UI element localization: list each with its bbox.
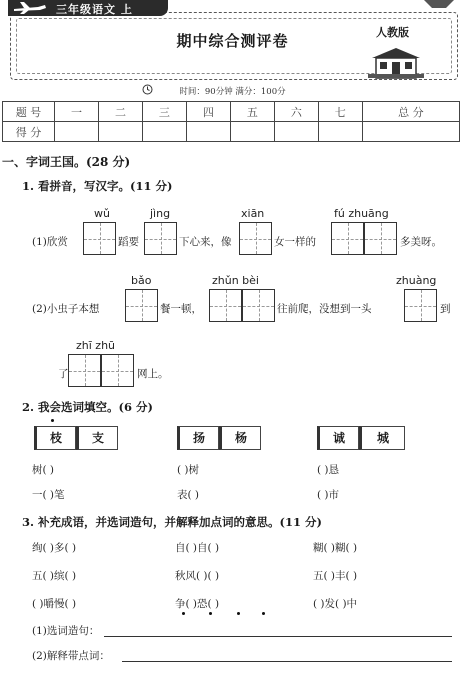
word-option[interactable]: 枝 <box>34 426 76 450</box>
fill-item[interactable]: ( )树 <box>177 464 200 476</box>
sentence-text: 蹈要 <box>118 236 139 248</box>
sentence-text: 多美呀。 <box>400 236 442 248</box>
sentence-text: 网上。 <box>137 368 169 380</box>
emphasis-dot <box>237 612 240 615</box>
fill-item[interactable]: ( )恳 <box>317 464 340 476</box>
idiom-item[interactable]: ( )发( )中 <box>313 598 358 610</box>
writing-grid[interactable] <box>242 289 275 322</box>
pinyin-label: xiān <box>241 207 265 220</box>
word-option[interactable]: 城 <box>359 426 405 450</box>
sentence-text: 下心来，像 <box>179 236 232 248</box>
writing-grid[interactable] <box>101 354 134 387</box>
writing-grid[interactable] <box>364 222 397 255</box>
airplane-icon <box>12 1 48 15</box>
idiom-item[interactable]: 争( )恐( ) <box>175 598 220 610</box>
pinyin-label: bǎo <box>131 274 152 287</box>
corner-decoration-icon <box>424 0 454 8</box>
table-header-cell: 一 <box>55 102 99 122</box>
table-row <box>3 102 460 122</box>
table-row-label: 得 分 <box>3 122 55 142</box>
emphasis-dot <box>209 612 212 615</box>
sentence-text: (2)小虫子本想 <box>32 303 100 315</box>
table-header-cell: 总 分 <box>362 102 459 122</box>
pinyin-label: jìng <box>150 207 171 220</box>
fill-item[interactable]: ( )市 <box>317 489 340 501</box>
sentence-text: 往前爬，没想到一头 <box>277 303 372 315</box>
table-header-cell: 三 <box>142 102 186 122</box>
table-header-cell: 五 <box>230 102 274 122</box>
sentence-text: 了 <box>58 368 69 380</box>
question-title: 2. 我会选词填空。(6 分) <box>22 400 153 414</box>
emphasis-dot <box>182 612 185 615</box>
writing-grid[interactable] <box>144 222 177 255</box>
score-cell[interactable] <box>142 122 186 142</box>
score-cell[interactable] <box>55 122 99 142</box>
pinyin-label: zhǔn bèi <box>212 274 259 287</box>
idiom-item[interactable]: ( )嚼慢( ) <box>32 598 77 610</box>
writing-grid[interactable] <box>331 222 364 255</box>
idiom-item[interactable]: 五( )缤( ) <box>32 570 77 582</box>
sentence-text: (1)欣赏 <box>32 236 68 248</box>
sub-question-label: (1)选词造句： <box>32 625 100 637</box>
idiom-item[interactable]: 自( )自( ) <box>175 542 220 554</box>
sentence-text: 餐一顿， <box>160 303 202 315</box>
writing-grid[interactable] <box>125 289 158 322</box>
fill-item[interactable]: 树( ) <box>32 464 55 476</box>
word-option[interactable]: 扬 <box>177 426 219 450</box>
emphasis-dot <box>262 612 265 615</box>
writing-grid[interactable] <box>404 289 437 322</box>
table-header-cell: 七 <box>318 102 362 122</box>
score-cell[interactable] <box>98 122 142 142</box>
emphasis-dot <box>51 419 54 422</box>
house-icon <box>368 44 424 80</box>
table-header-cell: 六 <box>274 102 318 122</box>
table-header-cell: 题 号 <box>3 102 55 122</box>
idiom-item[interactable]: 糊( )糊( ) <box>313 542 358 554</box>
fill-item[interactable]: 一( )笔 <box>32 489 65 501</box>
idiom-item[interactable]: 绚( )多( ) <box>32 542 77 554</box>
pinyin-label: zhī zhū <box>76 339 116 352</box>
question-title: 3. 补充成语，并选词造句，并解释加点词的意思。(11 分) <box>22 515 322 529</box>
writing-grid[interactable] <box>239 222 272 255</box>
edition-label: 人教版 <box>376 26 409 39</box>
score-cell[interactable] <box>318 122 362 142</box>
idiom-item[interactable]: 五( )丰( ) <box>313 570 358 582</box>
pinyin-label: fú zhuāng <box>334 207 389 220</box>
grade-label: 三年级语文 上 <box>56 3 133 16</box>
table-header-cell: 二 <box>98 102 142 122</box>
writing-grid[interactable] <box>68 354 101 387</box>
score-cell[interactable] <box>230 122 274 142</box>
pinyin-label: zhuàng <box>396 274 437 287</box>
score-cell[interactable] <box>186 122 230 142</box>
answer-line[interactable] <box>122 661 452 662</box>
writing-grid[interactable] <box>83 222 116 255</box>
exam-info: 时间：90分钟 满分：100分 <box>179 87 286 97</box>
answer-line[interactable] <box>104 636 452 637</box>
question-title: 1. 看拼音，写汉字。(11 分) <box>22 179 173 193</box>
fill-item[interactable]: 表( ) <box>177 489 200 501</box>
writing-grid[interactable] <box>209 289 242 322</box>
score-cell[interactable] <box>274 122 318 142</box>
pinyin-label: wǔ <box>94 207 110 220</box>
table-row <box>3 122 460 142</box>
word-option[interactable]: 诚 <box>317 426 359 450</box>
sub-question-label: (2)解释带点词： <box>32 650 110 662</box>
sentence-text: 女一样的 <box>274 236 316 248</box>
word-option[interactable]: 支 <box>76 426 118 450</box>
score-cell[interactable] <box>362 122 459 142</box>
page-title: 期中综合测评卷 <box>176 32 289 50</box>
idiom-item[interactable]: 秋风( )( ) <box>175 570 220 582</box>
table-header-cell: 四 <box>186 102 230 122</box>
section-title: 一、字词王国。(28 分) <box>2 155 131 169</box>
sentence-text: 到 <box>440 303 451 315</box>
score-table <box>2 101 460 142</box>
word-option[interactable]: 杨 <box>219 426 261 450</box>
